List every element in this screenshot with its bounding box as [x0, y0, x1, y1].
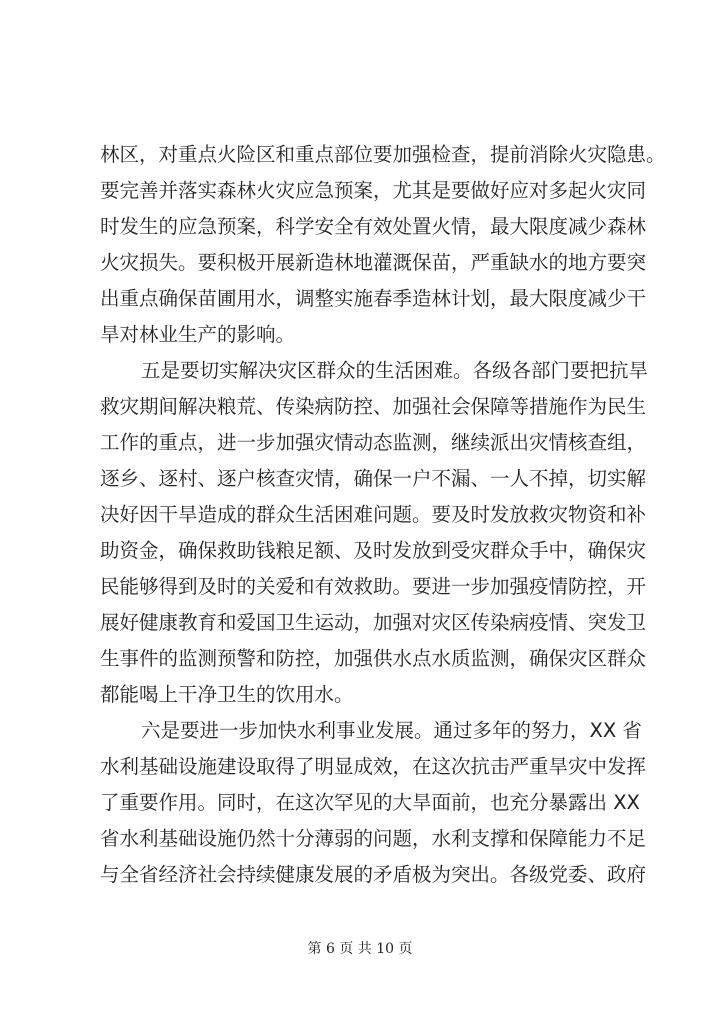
paragraph-start-line: 五是要切实解决灾区群众的生活困难。各级各部门要把抗旱 [141, 359, 649, 382]
text-line: 都能喝上干净卫生的饮用水。 [100, 683, 354, 706]
text-line: 了重要作用。同时，在这次罕见的大旱面前，也充分暴露出 XX [100, 791, 640, 814]
text-line: 决好因干旱造成的群众生活困难问题。要及时发放救灾物资和补 [100, 503, 647, 526]
text-line: 与全省经济社会持续健康发展的矛盾极为突出。各级党委、政府 [100, 863, 647, 886]
text-line: 救灾期间解决粮荒、传染病防控、加强社会保障等措施作为民生 [100, 395, 647, 418]
text-line: 省水利基础设施仍然十分薄弱的问题，水利支撑和保障能力不足 [100, 827, 647, 850]
text-line: 旱对林业生产的影响。 [100, 323, 296, 346]
text-line: 逐乡、逐村、逐户核查灾情，确保一户不漏、一人不掉，切实解 [100, 467, 647, 490]
body-text [100, 137, 666, 893]
text-line: 民能够得到及时的关爱和有效救助。要进一步加强疫情防控，开 [100, 575, 647, 598]
text-line: 火灾损失。要积极开展新造林地灌溉保苗，严重缺水的地方要突 [100, 251, 647, 274]
paragraph-start-line: 六是要进一步加快水利事业发展。通过多年的努力，XX 省 [141, 719, 642, 742]
page-number-footer: 第 6 页 共 10 页 [307, 941, 413, 957]
text-line: 林区，对重点火险区和重点部位要加强检查，提前消除火灾隐患。 [100, 143, 666, 166]
text-line: 助资金，确保救助钱粮足额、及时发放到受灾群众手中，确保灾 [100, 539, 647, 562]
text-line: 要完善并落实森林火灾应急预案，尤其是要做好应对多起火灾同 [100, 179, 647, 202]
text-line: 时发生的应急预案，科学安全有效处置火情，最大限度减少森林 [100, 215, 647, 238]
text-line: 水利基础设施建设取得了明显成效，在这次抗击严重旱灾中发挥 [100, 755, 647, 778]
text-line: 出重点确保苗圃用水，调整实施春季造林计划，最大限度减少干 [100, 287, 647, 310]
text-line: 生事件的监测预警和防控，加强供水点水质监测，确保灾区群众 [100, 647, 647, 670]
text-line: 展好健康教育和爱国卫生运动，加强对灾区传染病疫情、突发卫 [100, 611, 647, 634]
text-line: 工作的重点，进一步加强灾情动态监测，继续派出灾情核查组， [100, 431, 647, 454]
